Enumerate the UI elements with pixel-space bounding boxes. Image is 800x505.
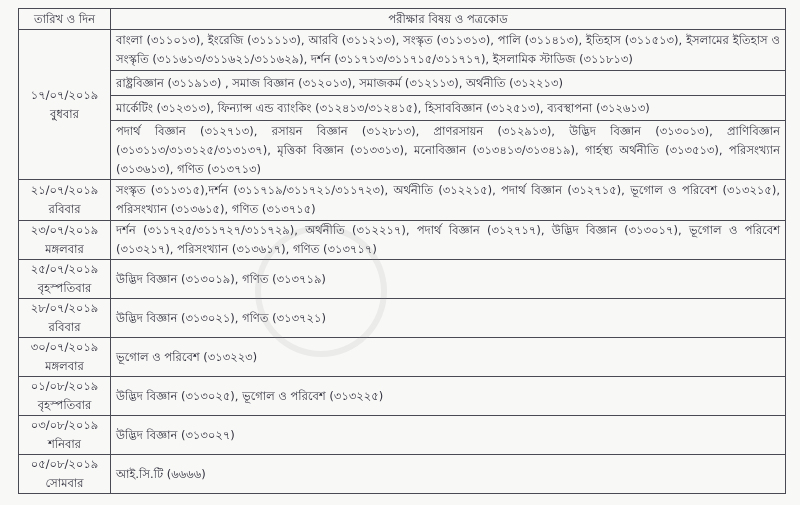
date-cell [19,180,111,221]
exam-day: বৃহস্পতিবার [37,281,92,295]
exam-date: ৩০/০৭/২০১৯ [30,340,99,354]
table-row [19,455,786,494]
table-row [19,299,786,338]
table-header-row [19,9,786,30]
subject-cell: আই.সি.টি (৬৬৬৬) [111,455,786,494]
subject-cell: সংস্কৃত (৩১১৩১৫),দর্শন (৩১১৭১৯/৩১১৭২১/৩১১৭২৩), অর্থনীতি (৩১২২১৫), পদার্থ বিজ্ঞান (৩১২৭১৫), ভূগোল ও পরিবেশ (৩১৩২১৫), পরিসংখ্যান (৩১৩৬১৫), গণিত (৩১৩৭১৫) [111,180,786,221]
exam-day: রবিবার [48,320,81,334]
exam-date: ০৫/০৮/২০১৯ [30,457,99,471]
header-date-day: তারিখ ও দিন [19,9,111,30]
table-row [19,180,786,221]
table-row [19,377,786,416]
table-row [19,416,786,455]
exam-day: মঙ্গলবার [45,242,84,256]
subject-cell: উদ্ভিদ বিজ্ঞান (৩১৩০২১), গণিত (৩১৩৭২১) [111,299,786,338]
subject-cell: দর্শন (৩১১৭২৫/৩১১৭২৭/৩১১৭২৯), অর্থনীতি (৩১২২১৭), পদার্থ বিজ্ঞান (৩১২৭১৭), উদ্ভিদ বিজ্ঞান (৩১৩০১৭), ভূগোল ও পরিবেশ (৩১৩২১৭), পরিসংখ্যান (৩১৩৬১৭), গণিত (৩১৩৭১৭) [111,221,786,260]
date-cell [19,299,111,338]
subject-cell: উদ্ভিদ বিজ্ঞান (৩১৩০২৭) [111,416,786,455]
date-cell [19,455,111,494]
subject-cell: উদ্ভিদ বিজ্ঞান (৩১৩০২৫), ভূগোল ও পরিবেশ (৩১৩২২৫) [111,377,786,416]
date-cell [19,416,111,455]
table-row [19,260,786,299]
exam-day: রবিবার [48,202,81,216]
header-subject-code: পরীক্ষার বিষয় ও পত্রকোড [111,9,786,30]
date-cell [19,338,111,377]
subject-cell: উদ্ভিদ বিজ্ঞান (৩১৩০১৯), গণিত (৩১৩৭১৯) [111,260,786,299]
exam-day: শনিবার [47,437,82,451]
exam-date: ২৫/০৭/২০১৯ [30,262,99,276]
exam-date: ২১/০৭/২০১৯ [30,183,99,197]
date-cell [19,30,111,180]
exam-date: ২৩/০৭/২০১৯ [30,223,99,237]
table-row [19,221,786,260]
subject-cell: রাষ্ট্রবিজ্ঞান (৩১১৯১৩) , সমাজ বিজ্ঞান (৩১২০১৩), সমাজকর্ম (৩১২১১৩), অর্থনীতি (৩১২২১৩) [111,71,786,96]
subject-cell: ভূগোল ও পরিবেশ (৩১৩২২৩) [111,338,786,377]
exam-date: ১৭/০৭/২০১৯ [30,87,99,102]
exam-day: বৃহস্পতিবার [37,398,92,412]
table-row [19,30,786,71]
table-row [19,96,786,121]
date-cell [19,221,111,260]
date-cell [19,260,111,299]
date-cell [19,377,111,416]
exam-date: ০৩/০৮/২০১৯ [30,418,99,432]
subject-cell: বাংলা (৩১১০১৩), ইংরেজি (৩১১১১৩), আরবি (৩১১২১৩), সংস্কৃত (৩১১৩১৩), পালি (৩১১৪১৩), ইতিহাস (৩১১৫১৩), ইসলামের ইতিহাস ও সংস্কৃতি (৩১১৬১৩/৩১১৬২১/৩১১৬২৯), দর্শন (৩১১৭১৩/৩১১৭১৫/৩১১৭১৭), ইসলামিক স্টাডিজ (৩১১৮১৩) [111,30,786,71]
exam-date: ০১/০৮/২০১৯ [30,379,99,393]
table-row [19,338,786,377]
subject-cell: পদার্থ বিজ্ঞান (৩১২৭১৩), রসায়ন বিজ্ঞান (৩১২৮১৩), প্রাণরসায়ন (৩১২৯১৩), উদ্ভিদ বিজ্ঞান (৩১৩০১৩), প্রাণিবিজ্ঞান (৩১৩১১৩/৩১৩১২৫/৩১৩১৩৭), মৃত্তিকা বিজ্ঞান (৩১৩৩১৩), মনোবিজ্ঞান (৩১৩৪১৩/৩১৩৪১৯), গার্হস্থ্য অর্থনীতি (৩১৩৫১৩), পরিসংখ্যান (৩১৩৬১৩), গণিত (৩১৩৭১৩) [111,121,786,180]
exam-day: সোমবার [45,476,84,490]
exam-date: ২৮/০৭/২০১৯ [30,301,99,315]
exam-schedule-table [18,8,786,494]
table-row [19,121,786,180]
subject-cell: মার্কেটিং (৩১২৩১৩), ফিন্যান্স এন্ড ব্যাংকিং (৩১২৪১৩/৩১২৪১৫), হিসাববিজ্ঞান (৩১২৫১৩), ব্যবস্থাপনা (৩১২৬১৩) [111,96,786,121]
table-row [19,71,786,96]
exam-day: বুধবার [50,106,79,121]
exam-day: মঙ্গলবার [45,359,84,373]
